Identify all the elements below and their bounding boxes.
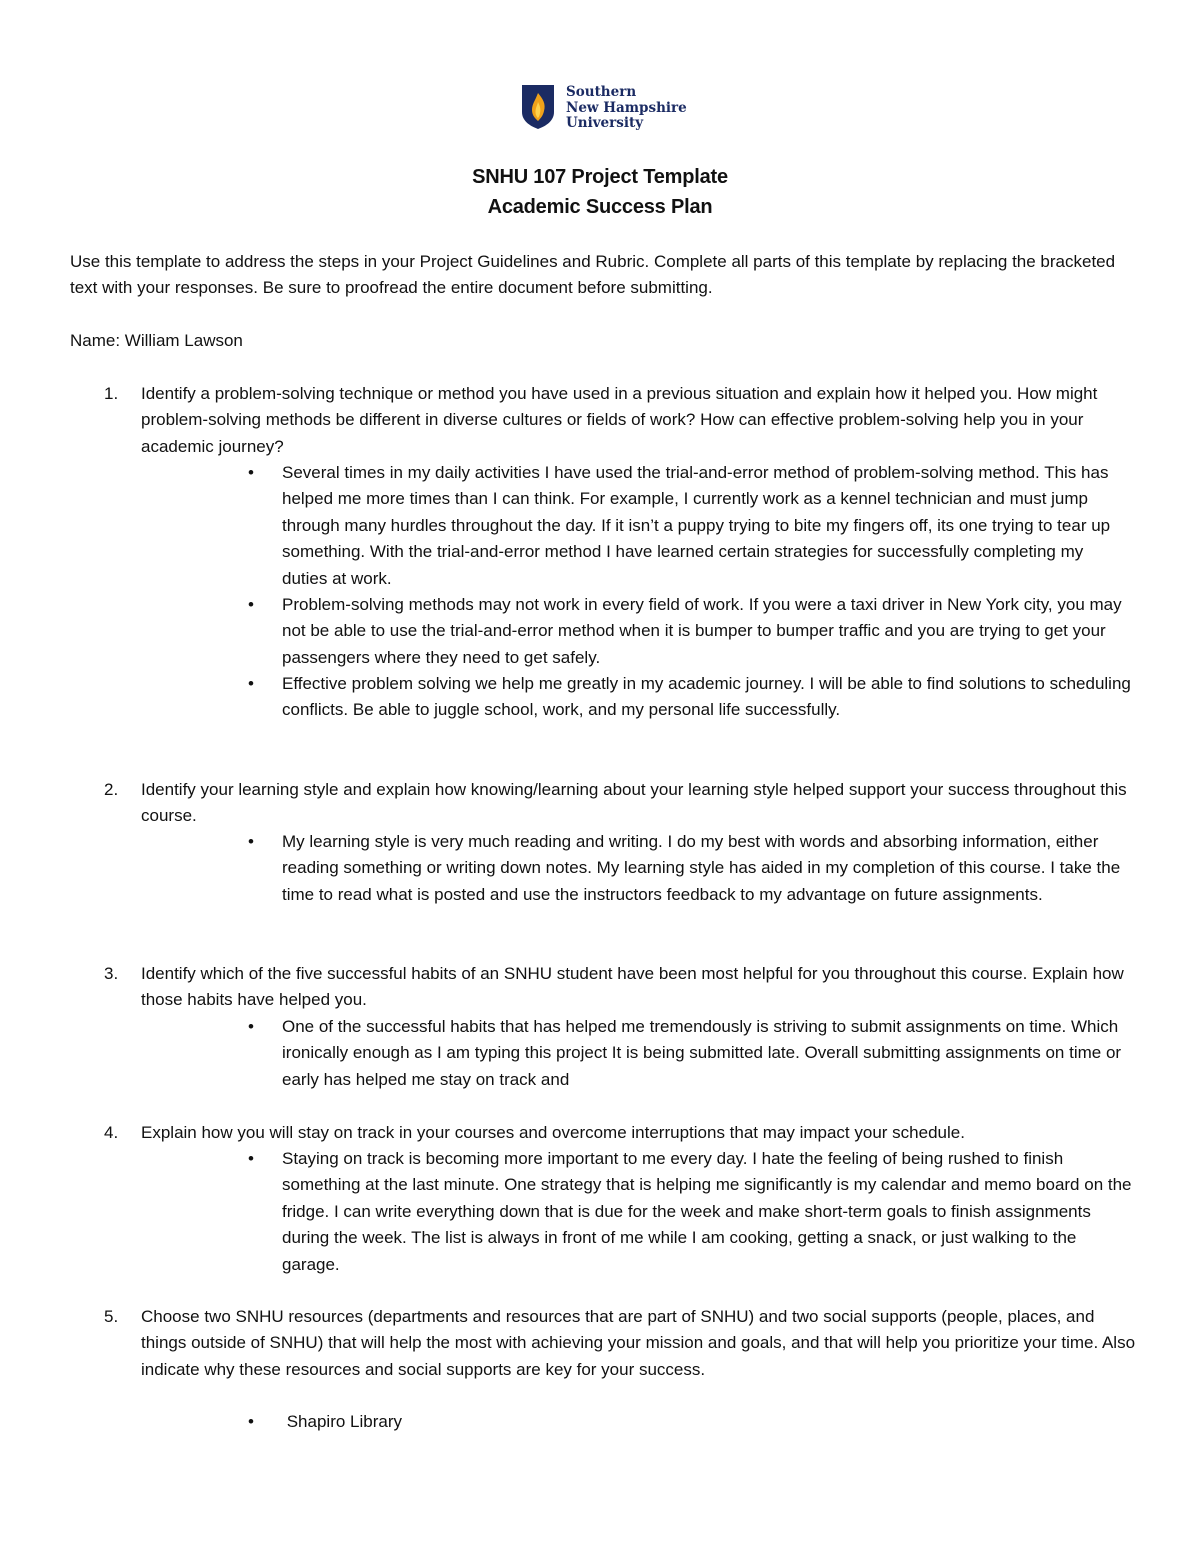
answer-bullet xyxy=(248,1014,1132,1093)
answer-text: My learning style is very much reading and writing. I do my best with words and absorbing information, either reading something or writing down notes. My learning style has aided in my completion of this course. I take the time to read what is posted and use the instructors feedback to my advantage on future assignments. xyxy=(282,832,1121,904)
question-text: Explain how you will stay on track in your courses and overcome interruptions that may impact your schedule. xyxy=(141,1123,965,1142)
page-title: SNHU 107 Project Template xyxy=(472,166,728,188)
answer-text: Several times in my daily activities I have used the trial-and-error method of problem-solving method. This has helped me more times than I can think. For example, I currently work as a kennel technician and must jump through many hurdles throughout the day. If it isn’t a puppy trying to bite my fingers off, its one trying to tear up something. With the trial-and-error method I have learned certain strategies for successfully completing my duties at work. xyxy=(282,463,1111,588)
bullet-marker: • xyxy=(248,832,254,851)
answer-text: Problem-solving methods may not work in every field of work. If you were a taxi driver in New York city, you may not be able to use the trial-and-error method when it is bumper to bumper traffic and you are trying to get your passengers where they need to get safely. xyxy=(282,595,1122,667)
logo-line-3: University xyxy=(566,115,644,131)
answer-text: One of the successful habits that has helped me tremendously is striving to submit assignments on time. Which ironically enough as I am typing this project It is being submitted late. Overall submitting assignments on time or early has helped me stay on track and xyxy=(282,1017,1122,1089)
answer-text: Effective problem solving we help me greatly in my academic journey. I will be able to find solutions to scheduling conflicts. Be able to juggle school, work, and my personal life successfully. xyxy=(282,674,1131,720)
instructions-paragraph: Use this template to address the steps in your Project Guidelines and Rubric. Complete all parts of this template by replacing the bracketed text with your responses. Be sure to proofread the entire document before submitting. xyxy=(70,252,1116,298)
question-number: 3. xyxy=(104,964,119,983)
page-subtitle: Academic Success Plan xyxy=(487,196,713,218)
answer-bullet xyxy=(248,829,1132,908)
answer-bullet xyxy=(248,1146,1132,1278)
bullet-marker: • xyxy=(248,1017,254,1036)
logo-line-2: New Hampshire xyxy=(566,99,687,116)
question-number: 4. xyxy=(104,1123,119,1142)
question-text: Identify which of the five successful habits of an SNHU student have been most helpful for you throughout this course. Explain how those habits have helped you. xyxy=(141,964,1124,1010)
university-logo xyxy=(521,84,691,132)
question-text: Identify a problem-solving technique or method you have used in a previous situation and explain how it helped you. How might problem-solving methods be different in diverse cultures or fields of work? How can effective problem-solving help you in your academic journey? xyxy=(141,384,1098,456)
student-name: Name: William Lawson xyxy=(70,331,243,350)
answer-bullet xyxy=(248,671,1132,724)
question-number: 5. xyxy=(104,1307,119,1326)
question-text: Choose two SNHU resources (departments and resources that are part of SNHU) and two social supports (people, places, and things outside of SNHU) that will help the most with achieving your mission and goals, and that will help you prioritize your time. Also indicate why these resources and social supports are key for your success. xyxy=(141,1307,1136,1379)
answer-bullet xyxy=(248,460,1132,592)
question-number: 2. xyxy=(104,780,119,799)
logo-wordmark xyxy=(566,85,687,132)
answer-bullet xyxy=(248,1409,1132,1435)
answer-text: Staying on track is becoming more important to me every day. I hate the feeling of being rushed to finish something at the last minute. One strategy that is helping me significantly is my calendar and memo board on the fridge. I can write everything down that is due for the week and make short-term goals to finish assignments during the week. The list is always in front of me while I am cooking, getting a snack, or just walking to the garage. xyxy=(282,1149,1132,1274)
answer-bullet xyxy=(248,592,1132,671)
logo-line-1: Southern xyxy=(566,84,637,100)
bullet-marker: • xyxy=(248,595,254,614)
bullet-marker: • xyxy=(248,1149,254,1168)
question-text: Identify your learning style and explain how knowing/learning about your learning style helped support your success throughout this course. xyxy=(141,780,1127,826)
bullet-marker: • xyxy=(248,1412,254,1431)
bullet-marker: • xyxy=(248,463,254,482)
question-number: 1. xyxy=(104,384,119,403)
bullet-marker: • xyxy=(248,674,254,693)
shield-flame-icon xyxy=(521,84,555,130)
answer-text: Shapiro Library xyxy=(282,1412,403,1431)
